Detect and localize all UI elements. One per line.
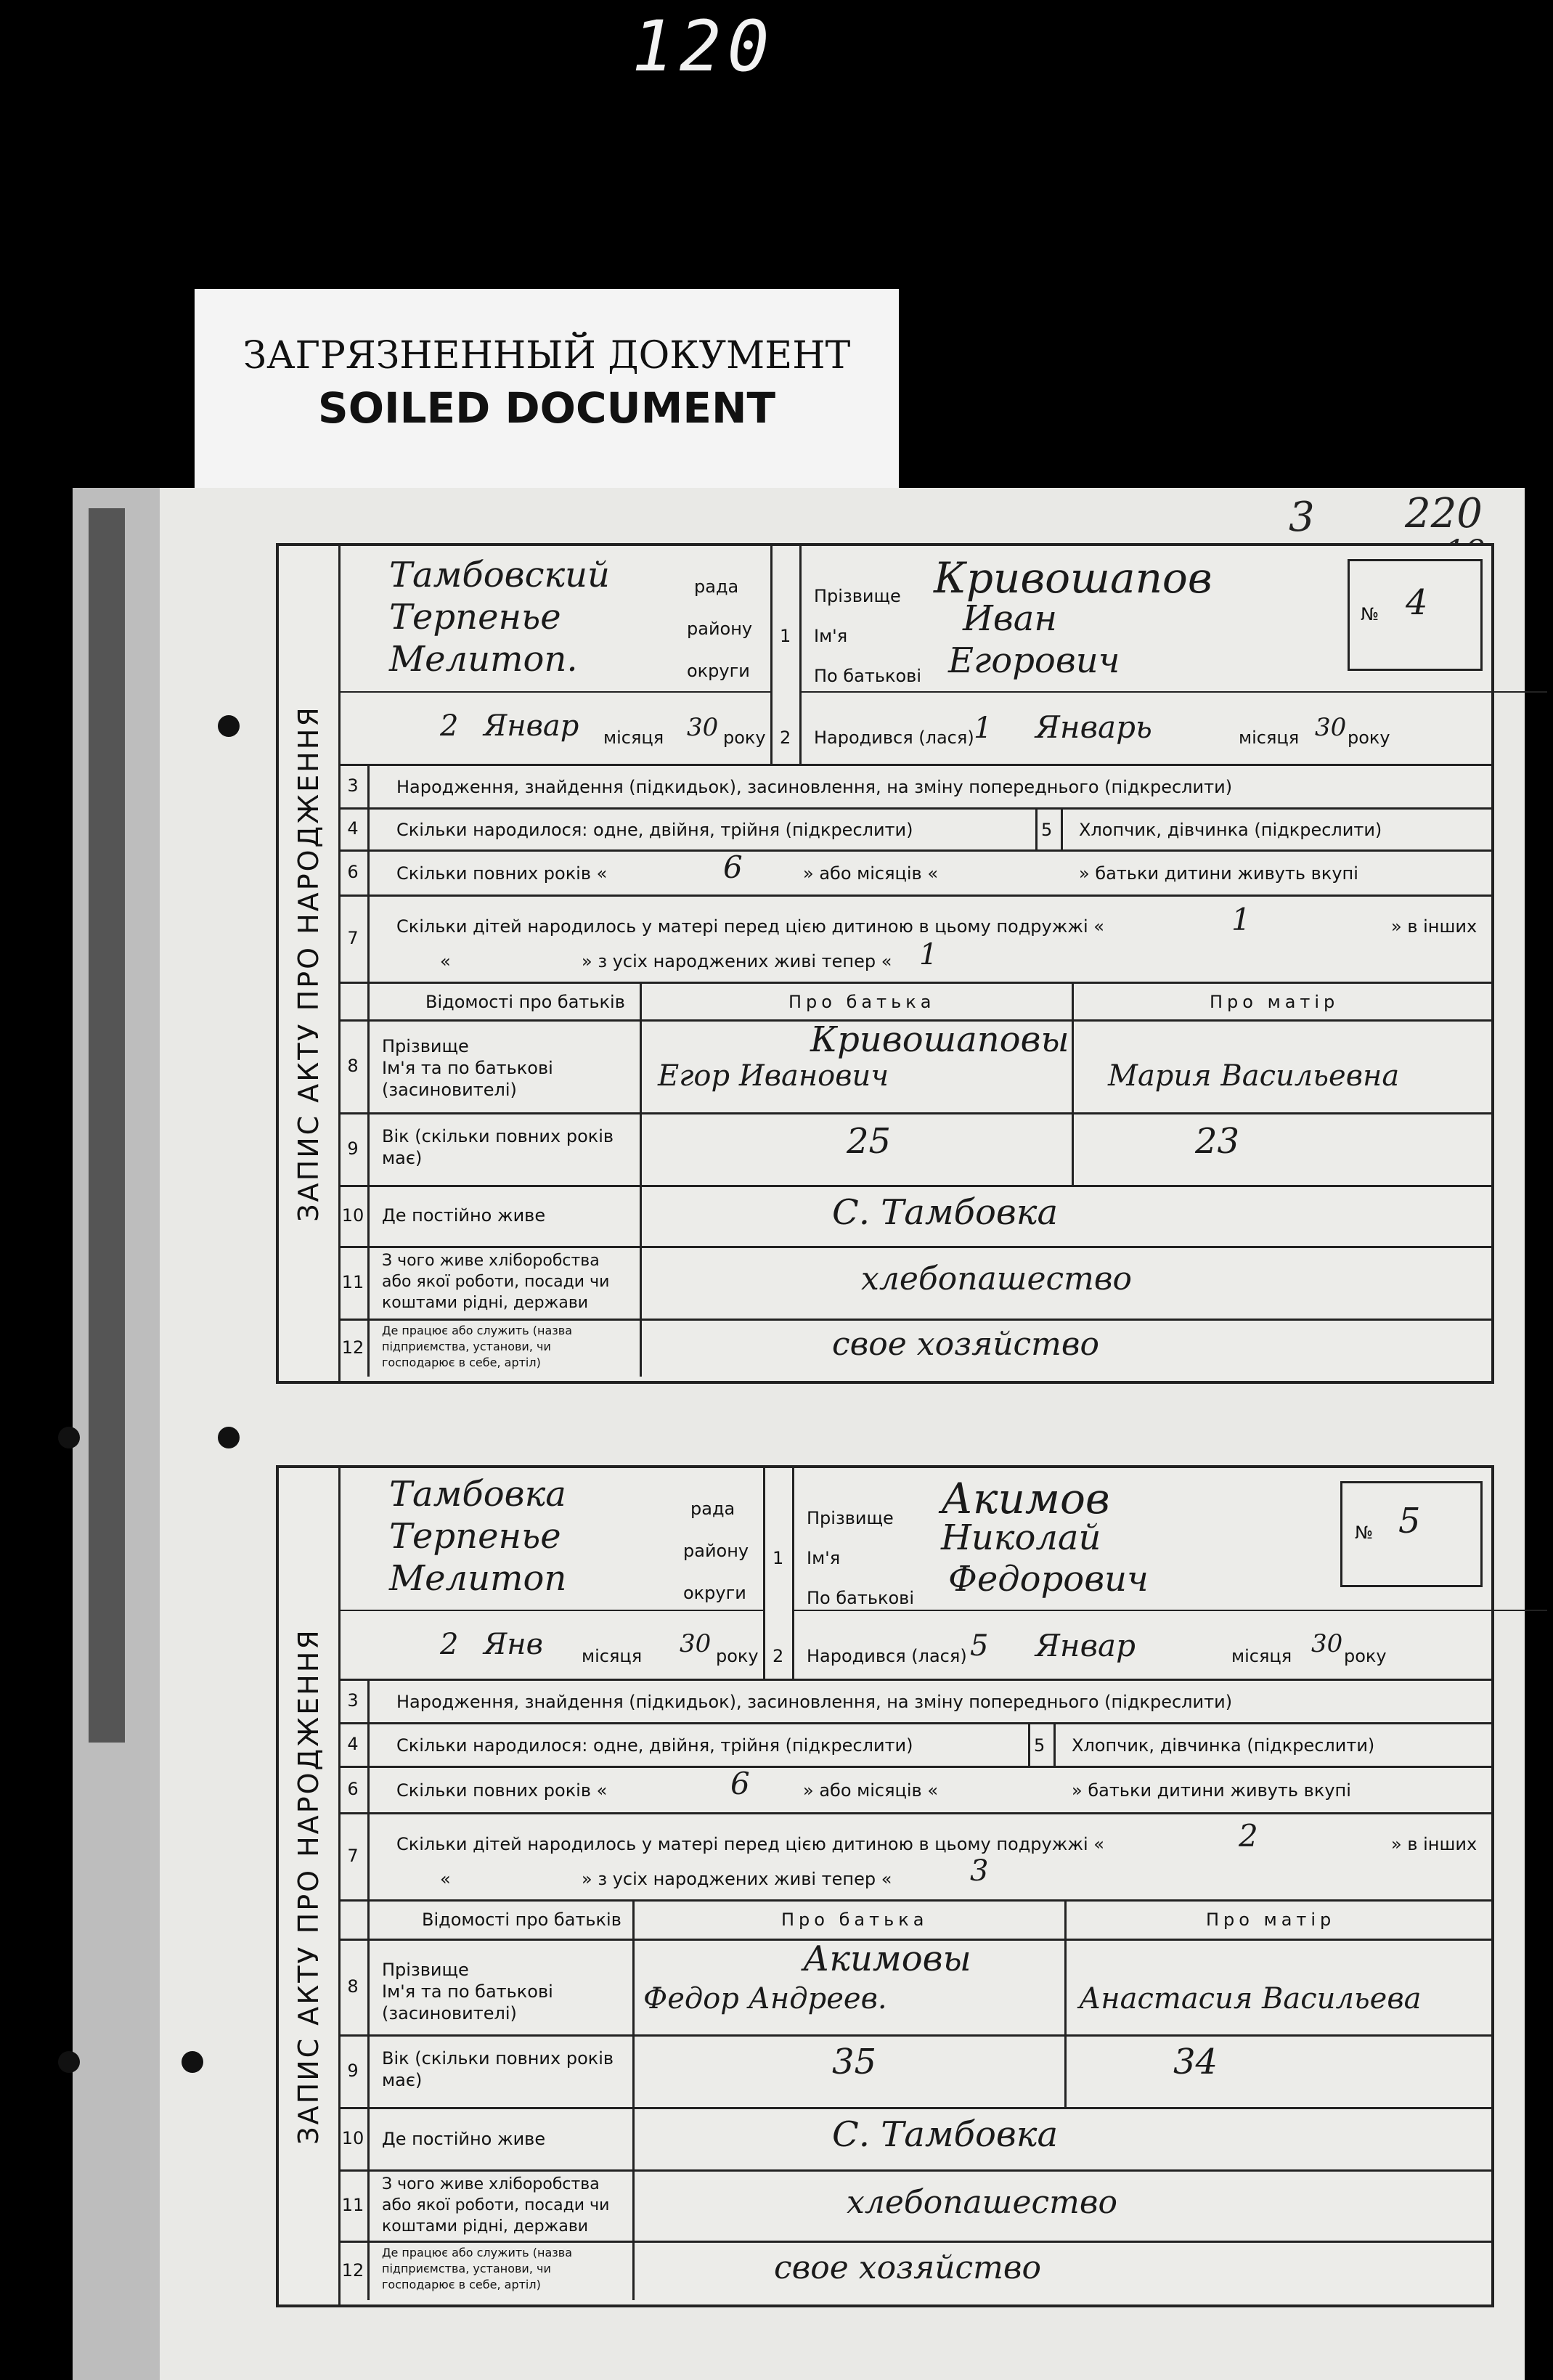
child-name: Николай bbox=[941, 1517, 1101, 1558]
birth-year: 30 bbox=[1311, 1629, 1343, 1658]
row-10: 10 Де постійно живе С. Тамбовка bbox=[338, 2107, 1491, 2172]
sheet-number: 3 bbox=[1289, 494, 1315, 541]
row-3: 3 Народження, знайдення (підкидьок), засиновлення, на зміну попереднього (підкреслити) bbox=[338, 1679, 1491, 1724]
record-number: 4 bbox=[1406, 582, 1428, 623]
parents-header: Відомості про батьків Про батька Про матір bbox=[338, 982, 1491, 1022]
rada-value: Тамбовка bbox=[389, 1474, 566, 1515]
mother-name: Анастасия Васильева bbox=[1079, 1982, 1422, 2016]
record-date-month: Январ bbox=[484, 709, 579, 743]
punch-hole bbox=[218, 1427, 240, 1448]
punch-hole bbox=[58, 1427, 80, 1448]
birth-month: Январ bbox=[1035, 1628, 1136, 1663]
row-6: 6 Скільки повних років « 6 » або місяців « » батьки дитини живуть вкупі bbox=[338, 849, 1491, 897]
rada-value: Тамбовский bbox=[389, 555, 610, 595]
row-8: 8 Прізвище Ім'я та по батькові (засиновителі) Акимовы Федор Андреев. Анастасия Васильева bbox=[338, 1939, 1491, 2037]
years-together: 6 bbox=[730, 1766, 750, 1801]
mother-age: 34 bbox=[1173, 2042, 1218, 2082]
page-number: 220 bbox=[1405, 490, 1483, 537]
residence: С. Тамбовка bbox=[832, 2114, 1059, 2155]
occupation: хлебопашество bbox=[847, 2184, 1117, 2221]
record-side-title: ЗАПИС АКТУ ПРО НАРОДЖЕННЯ bbox=[279, 1468, 341, 2304]
record-side-title: ЗАПИС АКТУ ПРО НАРОДЖЕННЯ bbox=[279, 546, 341, 1381]
row-4-5: 4 Скільки народилося: одне, двійня, трійня (підкреслити) 5 Хлопчик, дівчинка (підкреслити) bbox=[338, 1722, 1491, 1768]
row-6: 6 Скільки повних років « 6 » або місяців « » батьки дитини живуть вкупі bbox=[338, 1766, 1491, 1814]
children-alive: 3 bbox=[970, 1854, 989, 1888]
workplace: свое хозяйство bbox=[774, 2249, 1042, 2286]
raion-value: Терпенье bbox=[389, 597, 561, 637]
row-7: 7 Скільки дітей народилось у матері перед цією дитиною в цьому подружжі « 1 » в інших « » з усіх народжених живі тепер « 1 bbox=[338, 894, 1491, 984]
father-age: 35 bbox=[832, 2042, 877, 2082]
raion-value: Терпенье bbox=[389, 1516, 561, 1557]
birth-record-2 bbox=[276, 1465, 1494, 2307]
row-11: 11 З чого живе хліборобства або якої роботи, посади чи коштами рідні, держави хлебопашество bbox=[338, 2169, 1491, 2243]
record-date-day: 2 bbox=[440, 1628, 459, 1661]
birth-day: 1 bbox=[974, 712, 992, 745]
child-patronymic: Егорович bbox=[948, 640, 1120, 681]
child-name: Иван bbox=[963, 598, 1058, 639]
children-before: 2 bbox=[1239, 1818, 1258, 1854]
years-together: 6 bbox=[723, 849, 743, 885]
birth-day: 5 bbox=[970, 1629, 989, 1663]
row-9: 9 Вік (скільки повних років має) 35 34 bbox=[338, 2034, 1491, 2109]
child-patronymic: Федорович bbox=[948, 1559, 1149, 1599]
row-4-5: 4 Скільки народилося: одне, двійня, трійня (підкреслити) 5 Хлопчик, дівчинка (підкреслити) bbox=[338, 807, 1491, 852]
label-russian: ЗАГРЯЗНЕННЫЙ ДОКУМЕНТ bbox=[242, 334, 851, 378]
birth-record-1 bbox=[276, 543, 1494, 1384]
soiled-document-label bbox=[195, 289, 899, 489]
row-8: 8 Прізвище Ім'я та по батькові (засиновителі) Кривошаповы Егор Иванович Мария Васильевна bbox=[338, 1019, 1491, 1114]
record-date-month: Янв bbox=[484, 1628, 543, 1661]
child-surname: Акимов bbox=[941, 1474, 1110, 1523]
row-12: 12 Де працює або служить (назва підприємства, установи, чи господарює в себе, артіл) свое хозяйство bbox=[338, 1319, 1491, 1377]
parents-header: Відомості про батьків Про батька Про матір bbox=[338, 1899, 1491, 1941]
father-name: Егор Иванович bbox=[658, 1059, 889, 1093]
record-date-day: 2 bbox=[440, 709, 459, 743]
punch-hole bbox=[218, 715, 240, 737]
row-3: 3 Народження, знайдення (підкидьок), засиновлення, на зміну попереднього (підкреслити) bbox=[338, 764, 1491, 810]
children-before: 1 bbox=[1231, 902, 1251, 937]
header-row: Тамбовка рада Терпенье району Мелитоп округи 2 Янв місяця 30 року 1 2 Прізвище Акимов Ім'я Николай По батькові Федорович Народився (лася) 5 Январ місяця 30 року № 5 bbox=[338, 1468, 1491, 1681]
okruha-value: Мелитоп. bbox=[389, 639, 578, 680]
birth-month: Январь bbox=[1035, 709, 1152, 745]
row-9: 9 Вік (скільки повних років має) 25 23 bbox=[338, 1112, 1491, 1187]
children-alive: 1 bbox=[919, 938, 938, 971]
parents-surname: Акимовы bbox=[803, 1939, 971, 1979]
father-age: 25 bbox=[847, 1121, 892, 1162]
punch-hole bbox=[182, 2051, 203, 2073]
binding-shadow bbox=[89, 508, 125, 1743]
label-english: SOILED DOCUMENT bbox=[317, 383, 776, 433]
workplace: свое хозяйство bbox=[832, 1326, 1100, 1363]
row-12: 12 Де працює або служить (назва підприємства, установи, чи господарює в себе, артіл) свое хозяйство bbox=[338, 2241, 1491, 2300]
record-number: 5 bbox=[1398, 1501, 1421, 1541]
occupation: хлебопашество bbox=[861, 1260, 1132, 1297]
birth-year: 30 bbox=[1315, 713, 1347, 742]
row-7: 7 Скільки дітей народилось у матері перед цією дитиною в цьому подружжі « 2 » в інших « » з усіх народжених живі тепер « 3 bbox=[338, 1812, 1491, 1902]
parents-surname: Кривошаповы bbox=[810, 1019, 1069, 1060]
mother-age: 23 bbox=[1195, 1121, 1240, 1162]
record-date-year: 30 bbox=[687, 713, 719, 742]
mother-name: Мария Васильевна bbox=[1108, 1059, 1400, 1093]
father-name: Федор Андреев. bbox=[643, 1982, 887, 2016]
header-row: Тамбовский рада Терпенье району Мелитоп. округи 2 Январ місяця 30 року 1 2 Прізвище Кривошапов Ім'я Иван По батькові Егорович Народився (лася) 1 Январь місяця 30 року № 4 bbox=[338, 546, 1491, 766]
punch-hole bbox=[58, 2051, 80, 2073]
okruha-value: Мелитоп bbox=[389, 1558, 567, 1599]
row-10: 10 Де постійно живе С. Тамбовка bbox=[338, 1185, 1491, 1248]
row-11: 11 З чого живе хліборобства або якої роботи, посади чи коштами рідні, держави хлебопашество bbox=[338, 1246, 1491, 1321]
residence: С. Тамбовка bbox=[832, 1192, 1059, 1233]
child-surname: Кривошапов bbox=[934, 553, 1212, 603]
frame-number: 120 bbox=[632, 6, 775, 87]
record-date-year: 30 bbox=[680, 1629, 712, 1658]
